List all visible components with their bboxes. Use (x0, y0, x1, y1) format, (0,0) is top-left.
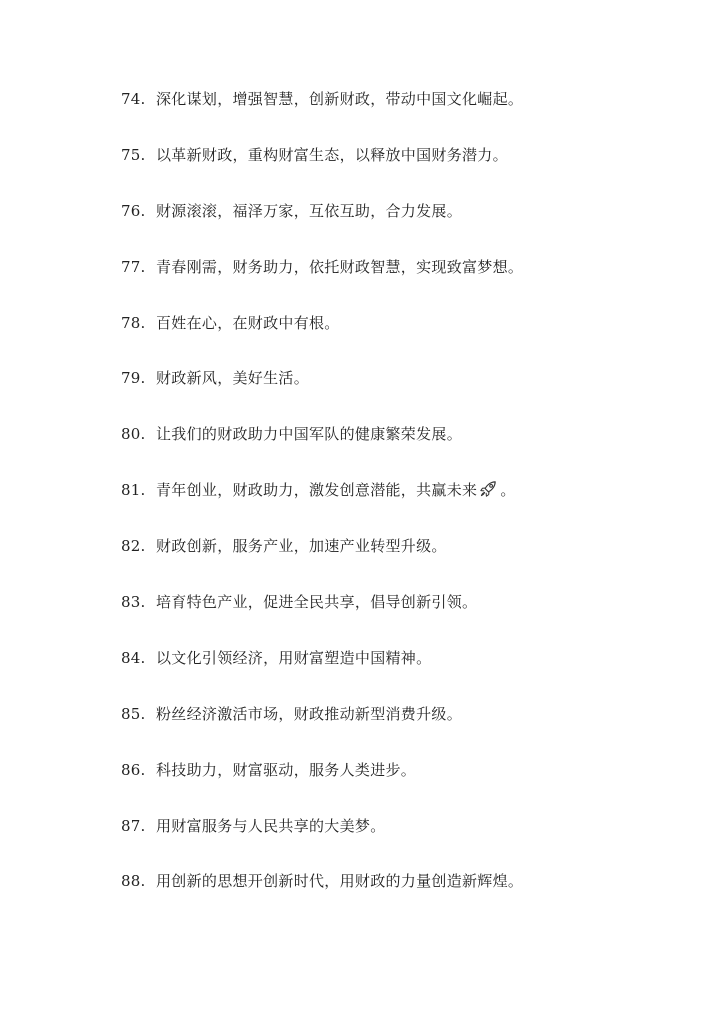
slogan-list (121, 86, 681, 924)
item-text: 用创新的思想开创新时代，用财政的力量创造新辉煌。 (156, 872, 524, 891)
item-text: 百姓在心，在财政中有根。 (156, 313, 340, 332)
item-text-suffix: 。 (500, 481, 516, 500)
item-number: 87. (121, 816, 146, 835)
item-text: 财源滚滚，福泽万家，互依互助，合力发展。 (156, 201, 463, 220)
list-item (121, 477, 681, 533)
item-number: 86. (121, 760, 146, 779)
item-text: 科技助力，财富驱动，服务人类进步。 (156, 760, 417, 779)
list-item (121, 421, 681, 477)
item-text: 财政创新，服务产业，加速产业转型升级。 (156, 537, 447, 556)
item-number: 83. (121, 593, 146, 612)
item-number: 82. (121, 537, 146, 556)
list-item (121, 310, 681, 366)
item-number: 77. (121, 257, 146, 276)
list-item (121, 198, 681, 254)
item-number: 84. (121, 648, 146, 667)
list-item (121, 813, 681, 869)
item-number: 81. (121, 481, 146, 500)
list-item (121, 645, 681, 701)
list-item (121, 868, 681, 924)
item-number: 80. (121, 425, 146, 444)
item-text-main: 青年创业，财政助力，激发创意潜能，共赢未来 (156, 481, 478, 500)
list-item (121, 254, 681, 310)
item-text (156, 477, 516, 503)
item-text: 用财富服务与人民共享的大美梦。 (156, 816, 386, 835)
item-number: 88. (121, 872, 146, 891)
item-text: 粉丝经济激活市场，财政推动新型消费升级。 (156, 704, 463, 723)
item-number: 79. (121, 369, 146, 388)
list-item (121, 142, 681, 198)
item-text: 财政新风，美好生活。 (156, 369, 310, 388)
item-number: 75. (121, 145, 146, 164)
list-item (121, 533, 681, 589)
item-number: 78. (121, 313, 146, 332)
item-number: 76. (121, 201, 146, 220)
item-text: 培育特色产业，促进全民共享，倡导创新引领。 (156, 593, 478, 612)
list-item (121, 757, 681, 813)
list-item (121, 86, 681, 142)
list-item (121, 365, 681, 421)
item-text: 青春刚需，财务助力，依托财政智慧，实现致富梦想。 (156, 257, 524, 276)
item-text: 以文化引领经济，用财富塑造中国精神。 (156, 648, 432, 667)
list-item (121, 701, 681, 757)
rocket-icon (478, 479, 498, 499)
item-text: 让我们的财政助力中国军队的健康繁荣发展。 (156, 425, 463, 444)
item-number: 74. (121, 90, 146, 108)
item-text: 深化谋划，增强智慧，创新财政，带动中国文化崛起。 (156, 90, 524, 108)
item-text: 以革新财政，重构财富生态，以释放中国财务潜力。 (156, 145, 508, 164)
item-number: 85. (121, 704, 146, 723)
list-item (121, 589, 681, 645)
